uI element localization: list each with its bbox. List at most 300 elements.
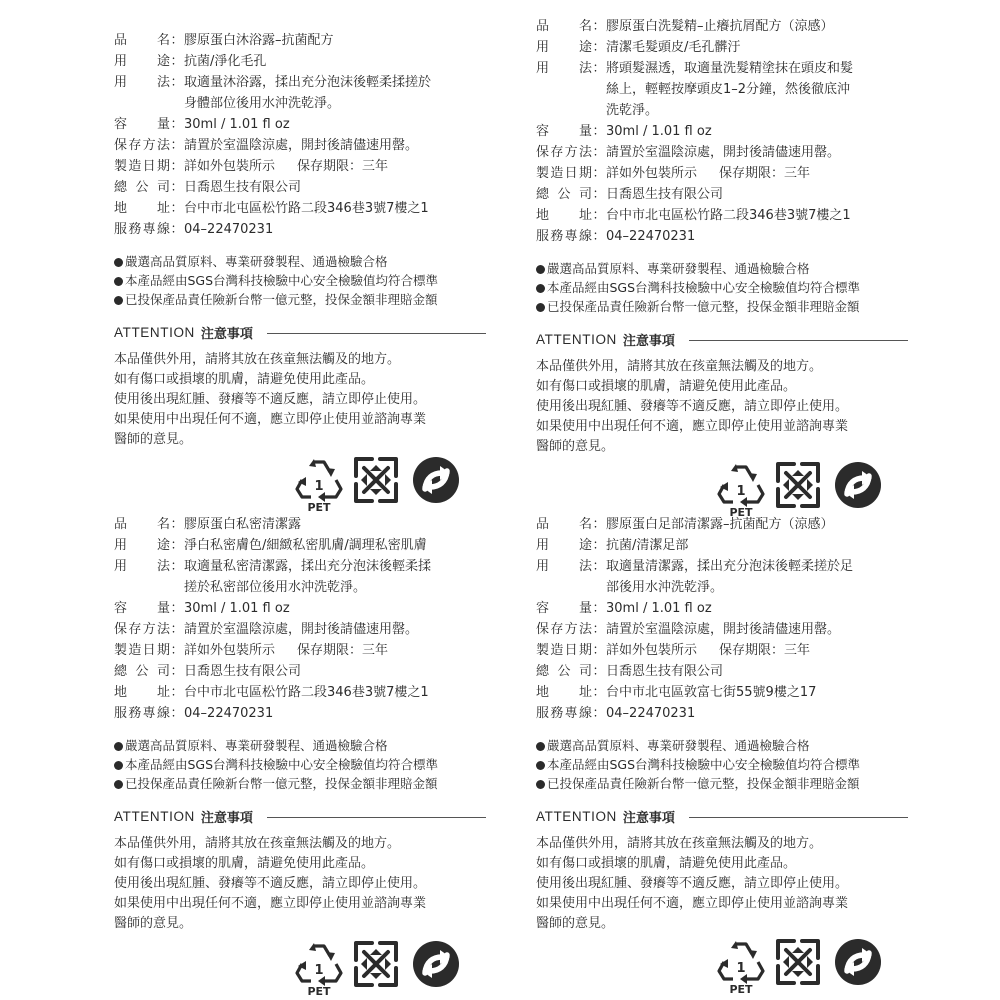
colon: ： <box>170 159 184 174</box>
label-char: 地 <box>114 201 128 216</box>
claim-item <box>536 278 908 297</box>
label-char: 法 <box>156 138 170 153</box>
hdpe-recycling-icon <box>352 456 400 504</box>
attention-header <box>536 330 908 349</box>
storage-row <box>536 142 908 163</box>
pet-number: 1 <box>736 961 746 976</box>
label-char: 製 <box>114 159 128 174</box>
product-name-row <box>536 514 908 535</box>
label-char: 名 <box>578 19 592 34</box>
bullet-icon <box>536 303 545 312</box>
field-value-use: 抗菌/清潔足部 <box>606 538 689 553</box>
label-char: 法 <box>156 559 170 574</box>
claim-text: 本產品經由SGS台灣科技檢驗中心安全檢驗值均符合標準 <box>125 757 439 772</box>
recycling-icons <box>536 461 908 519</box>
attention-line: 醫師的意見。 <box>114 916 193 931</box>
method-row <box>114 556 486 598</box>
address-row <box>114 198 486 219</box>
pet-label: PET <box>729 506 753 517</box>
attention-line: 醫師的意見。 <box>114 432 193 447</box>
label-char: 務 <box>550 229 564 244</box>
manufacture-date: 詳如外包裝所示 <box>606 166 698 181</box>
label-char: 服 <box>536 706 550 721</box>
address-row <box>114 682 486 703</box>
label-char: 用 <box>536 40 550 55</box>
colon: ： <box>592 19 606 34</box>
method-line: 搓於私密部位後用水沖洗乾淨。 <box>184 580 367 595</box>
shelf-life: 保存期限：三年 <box>297 643 389 658</box>
bullet-icon <box>536 265 545 274</box>
colon: ： <box>170 180 184 195</box>
recyclable-arrow-icon <box>412 940 460 988</box>
attention-title-zh: 注意事項 <box>200 327 253 342</box>
manufacture-row <box>114 156 486 177</box>
label-char: 方 <box>564 622 578 637</box>
manufacture-value <box>184 156 486 177</box>
capacity-row <box>536 598 908 619</box>
field-value-company: 日喬恩生技有限公司 <box>184 180 302 195</box>
claim-text: 本產品經由SGS台灣科技檢驗中心安全檢驗值均符合標準 <box>547 757 861 772</box>
colon: ： <box>170 664 184 679</box>
label-char: 專 <box>142 706 156 721</box>
colon: ： <box>170 138 184 153</box>
field-value-hotline: 04–22470231 <box>184 706 274 721</box>
colon: ： <box>170 622 184 637</box>
label-char: 保 <box>114 138 128 153</box>
attention-divider <box>267 333 486 334</box>
field-value-name: 膠原蛋白洗髮精–止癢抗屑配方（涼感） <box>606 19 834 34</box>
field-label-storage <box>536 619 592 640</box>
bullet-icon <box>536 284 545 293</box>
label-char: 司 <box>156 664 170 679</box>
label-char: 用 <box>114 54 128 69</box>
attention-divider <box>689 817 908 818</box>
attention-line: 如有傷口或損壞的肌膚，請避免使用此產品。 <box>536 379 797 394</box>
attention-line: 如有傷口或損壞的肌膚，請避免使用此產品。 <box>114 856 375 871</box>
colon: ： <box>170 201 184 216</box>
label-char: 日 <box>564 643 578 658</box>
label-char: 司 <box>156 180 170 195</box>
label-char: 用 <box>114 559 128 574</box>
field-label-name <box>114 514 170 535</box>
claim-item <box>114 252 486 271</box>
claim-text: 已投保產品責任險新台幣一億元整，投保金額非理賠金額 <box>547 299 860 314</box>
label-char: 存 <box>550 622 564 637</box>
claim-item <box>114 774 486 793</box>
bullet-icon <box>536 780 545 789</box>
pet-recycling-icon <box>294 456 344 512</box>
field-value-address: 台中市北屯區敦富七街55號9樓之17 <box>606 685 817 700</box>
colon: ： <box>170 559 184 574</box>
attention-line: 本品僅供外用，請將其放在孩童無法觸及的地方。 <box>536 359 823 374</box>
product-name-row <box>114 514 486 535</box>
label-char: 製 <box>536 643 550 658</box>
claim-item <box>536 259 908 278</box>
label-char: 公 <box>135 180 149 195</box>
field-label-address <box>536 205 592 226</box>
colon: ： <box>170 54 184 69</box>
colon: ： <box>592 664 606 679</box>
method-text <box>184 72 486 114</box>
attention-line: 使用後出現紅腫、發癢等不適反應，請立即停止使用。 <box>536 399 849 414</box>
company-row <box>114 661 486 682</box>
label-char: 法 <box>578 559 592 574</box>
attention-line: 如果使用中出現任何不適，應立即停止使用並諮詢專業 <box>536 896 849 911</box>
label-char: 總 <box>536 664 550 679</box>
colon: ： <box>170 222 184 237</box>
field-value-company: 日喬恩生技有限公司 <box>606 664 724 679</box>
pet-number: 1 <box>314 963 324 978</box>
field-label-use <box>114 535 170 556</box>
label-char: 途 <box>156 538 170 553</box>
hotline-row <box>536 703 908 724</box>
label-char: 日 <box>142 159 156 174</box>
pet-recycling-icon <box>716 938 766 994</box>
pet-label: PET <box>729 983 753 994</box>
label-char: 品 <box>536 19 550 34</box>
label-char: 址 <box>156 201 170 216</box>
label-char: 容 <box>114 601 128 616</box>
colon: ： <box>170 538 184 553</box>
field-label-address <box>114 198 170 219</box>
usage-row <box>114 535 486 556</box>
label-char: 地 <box>114 685 128 700</box>
method-line: 洗乾淨。 <box>606 103 659 118</box>
label-char: 址 <box>578 685 592 700</box>
label-char: 保 <box>536 145 550 160</box>
field-label-name <box>536 514 592 535</box>
method-line: 部後用水沖洗乾淨。 <box>606 580 724 595</box>
field-label-storage <box>114 135 170 156</box>
attention-line: 如有傷口或損壞的肌膚，請避免使用此產品。 <box>114 372 375 387</box>
label-char: 線 <box>578 229 592 244</box>
field-label-capacity <box>114 598 170 619</box>
label-char: 公 <box>557 187 571 202</box>
pet-label: PET <box>307 501 331 512</box>
colon: ： <box>592 208 606 223</box>
attention-title-zh: 注意事項 <box>200 811 253 826</box>
method-line: 將頭髮濕透，取適量洗髮精塗抹在頭皮和髮 <box>606 61 854 76</box>
bullet-icon <box>114 742 123 751</box>
label-char: 製 <box>114 643 128 658</box>
field-value-address: 台中市北屯區松竹路二段346巷3號7樓之1 <box>606 208 851 223</box>
field-label-capacity <box>536 598 592 619</box>
label-char: 地 <box>536 208 550 223</box>
colon: ： <box>592 124 606 139</box>
colon: ： <box>592 538 606 553</box>
colon: ： <box>170 643 184 658</box>
attention-title: ATTENTION <box>536 809 617 824</box>
field-value-use: 抗菌/淨化毛孔 <box>184 54 267 69</box>
field-label-storage <box>536 142 592 163</box>
method-row <box>536 58 908 121</box>
colon: ： <box>170 706 184 721</box>
label-char: 總 <box>114 664 128 679</box>
pet-label: PET <box>307 985 331 996</box>
method-text <box>184 556 486 598</box>
recycling-icons <box>114 940 486 998</box>
attention-title: ATTENTION <box>536 332 617 347</box>
capacity-row <box>536 121 908 142</box>
field-label-manufacture <box>114 156 170 177</box>
attention-line: 本品僅供外用，請將其放在孩童無法觸及的地方。 <box>536 836 823 851</box>
field-label-hotline <box>114 219 170 240</box>
field-value-company: 日喬恩生技有限公司 <box>606 187 724 202</box>
claim-text: 嚴選高品質原料、專業研發製程、通過檢驗合格 <box>125 738 388 753</box>
label-char: 方 <box>142 138 156 153</box>
label-char: 服 <box>536 229 550 244</box>
bullet-icon <box>114 258 123 267</box>
attention-divider <box>267 817 486 818</box>
field-label-use <box>536 535 592 556</box>
hotline-row <box>114 219 486 240</box>
label-char: 線 <box>578 706 592 721</box>
pet-recycling-icon <box>294 940 344 996</box>
claim-item <box>114 755 486 774</box>
label-char: 司 <box>578 187 592 202</box>
attention-line: 使用後出現紅腫、發癢等不適反應，請立即停止使用。 <box>114 876 427 891</box>
colon: ： <box>592 559 606 574</box>
hdpe-recycling-icon <box>352 940 400 988</box>
claim-text: 嚴選高品質原料、專業研發製程、通過檢驗合格 <box>547 738 810 753</box>
claim-text: 嚴選高品質原料、專業研發製程、通過檢驗合格 <box>547 261 810 276</box>
attention-line: 醫師的意見。 <box>536 439 615 454</box>
field-label-capacity <box>536 121 592 142</box>
label-char: 專 <box>142 222 156 237</box>
attention-header <box>114 807 486 826</box>
field-label-name <box>536 16 592 37</box>
field-value-capacity: 30ml / 1.01 fl oz <box>184 117 290 132</box>
spec-section <box>536 514 908 724</box>
field-label-method <box>114 72 170 93</box>
field-label-manufacture <box>536 163 592 184</box>
field-label-manufacture <box>536 640 592 661</box>
label-char: 務 <box>128 706 142 721</box>
colon: ： <box>170 517 184 532</box>
field-value-storage: 請置於室溫陰涼處，開封後請儘速用罄。 <box>184 138 419 153</box>
label-char: 法 <box>578 622 592 637</box>
label-char: 法 <box>156 622 170 637</box>
attention-title-zh: 注意事項 <box>622 334 675 349</box>
claim-item <box>536 774 908 793</box>
field-label-company <box>114 661 170 682</box>
claim-item <box>114 271 486 290</box>
label-char: 量 <box>156 117 170 132</box>
attention-title: ATTENTION <box>114 325 195 340</box>
field-value-address: 台中市北屯區松竹路二段346巷3號7樓之1 <box>184 685 429 700</box>
colon: ： <box>170 601 184 616</box>
label-char: 法 <box>156 75 170 90</box>
colon: ： <box>592 685 606 700</box>
claim-text: 本產品經由SGS台灣科技檢驗中心安全檢驗值均符合標準 <box>547 280 861 295</box>
manufacture-date: 詳如外包裝所示 <box>184 159 276 174</box>
label-char: 保 <box>114 622 128 637</box>
label-char: 途 <box>578 538 592 553</box>
field-value-capacity: 30ml / 1.01 fl oz <box>606 124 712 139</box>
recyclable-arrow-icon <box>834 461 882 509</box>
manufacture-value <box>184 640 486 661</box>
attention-line: 使用後出現紅腫、發癢等不適反應，請立即停止使用。 <box>114 392 427 407</box>
field-label-name <box>114 30 170 51</box>
label-char: 址 <box>156 685 170 700</box>
attention-body <box>114 834 486 934</box>
product-name-row <box>114 30 486 51</box>
field-label-method <box>114 556 170 577</box>
storage-row <box>536 619 908 640</box>
colon: ： <box>592 145 606 160</box>
field-value-name: 膠原蛋白沐浴露–抗菌配方 <box>184 33 334 48</box>
colon: ： <box>170 117 184 132</box>
field-label-method <box>536 58 592 79</box>
field-label-hotline <box>536 703 592 724</box>
storage-row <box>114 135 486 156</box>
method-line: 絲上，輕輕按摩頭皮1–2分鐘，然後徹底沖 <box>606 82 851 97</box>
product-label-panel <box>114 30 486 514</box>
field-value-hotline: 04–22470231 <box>184 222 274 237</box>
attention-line: 本品僅供外用，請將其放在孩童無法觸及的地方。 <box>114 352 401 367</box>
label-char: 址 <box>578 208 592 223</box>
field-value-use: 清潔毛髮頭皮/毛孔髒汙 <box>606 40 741 55</box>
method-line: 取適量清潔露，揉出充分泡沫後輕柔搓於足 <box>606 559 854 574</box>
label-char: 總 <box>114 180 128 195</box>
method-row <box>536 556 908 598</box>
label-char: 線 <box>156 222 170 237</box>
capacity-row <box>114 598 486 619</box>
field-label-storage <box>114 619 170 640</box>
colon: ： <box>592 622 606 637</box>
field-label-address <box>114 682 170 703</box>
colon: ： <box>592 706 606 721</box>
label-char: 品 <box>114 517 128 532</box>
label-char: 名 <box>156 33 170 48</box>
address-row <box>536 205 908 226</box>
attention-header <box>114 323 486 342</box>
field-value-capacity: 30ml / 1.01 fl oz <box>184 601 290 616</box>
attention-title: ATTENTION <box>114 809 195 824</box>
quality-claims <box>536 259 908 316</box>
label-char: 途 <box>578 40 592 55</box>
label-char: 造 <box>128 159 142 174</box>
claim-item <box>536 736 908 755</box>
label-char: 名 <box>578 517 592 532</box>
field-label-company <box>114 177 170 198</box>
label-char: 公 <box>557 664 571 679</box>
manufacture-date: 詳如外包裝所示 <box>184 643 276 658</box>
recyclable-arrow-icon <box>412 456 460 504</box>
attention-line: 醫師的意見。 <box>536 916 615 931</box>
label-char: 期 <box>156 643 170 658</box>
pet-recycling-icon <box>716 461 766 517</box>
field-label-method <box>536 556 592 577</box>
bullet-icon <box>536 742 545 751</box>
colon: ： <box>170 33 184 48</box>
attention-line: 如有傷口或損壞的肌膚，請避免使用此產品。 <box>536 856 797 871</box>
field-value-storage: 請置於室溫陰涼處，開封後請儘速用罄。 <box>606 622 841 637</box>
label-char: 用 <box>114 538 128 553</box>
field-value-use: 淨白私密膚色/細緻私密肌膚/調理私密肌膚 <box>184 538 427 553</box>
label-char: 途 <box>156 54 170 69</box>
product-name-row <box>536 16 908 37</box>
product-label-panel <box>536 514 908 996</box>
field-value-name: 膠原蛋白足部清潔露–抗菌配方（涼感） <box>606 517 834 532</box>
bullet-icon <box>114 277 123 286</box>
field-value-address: 台中市北屯區松竹路二段346巷3號7樓之1 <box>184 201 429 216</box>
label-char: 容 <box>114 117 128 132</box>
spec-section <box>114 514 486 724</box>
capacity-row <box>114 114 486 135</box>
method-text <box>606 58 908 121</box>
bullet-icon <box>536 761 545 770</box>
label-char: 服 <box>114 706 128 721</box>
colon: ： <box>592 601 606 616</box>
attention-body <box>114 350 486 450</box>
label-char: 方 <box>564 145 578 160</box>
attention-title-zh: 注意事項 <box>622 811 675 826</box>
attention-line: 如果使用中出現任何不適，應立即停止使用並諮詢專業 <box>114 896 427 911</box>
field-label-use <box>114 51 170 72</box>
field-value-capacity: 30ml / 1.01 fl oz <box>606 601 712 616</box>
label-char: 公 <box>135 664 149 679</box>
method-line: 身體部位後用水沖洗乾淨。 <box>184 96 341 111</box>
colon: ： <box>592 229 606 244</box>
shelf-life: 保存期限：三年 <box>719 166 811 181</box>
hotline-row <box>536 226 908 247</box>
manufacture-row <box>114 640 486 661</box>
field-value-hotline: 04–22470231 <box>606 706 696 721</box>
label-char: 期 <box>156 159 170 174</box>
attention-line: 如果使用中出現任何不適，應立即停止使用並諮詢專業 <box>114 412 427 427</box>
attention-line: 使用後出現紅腫、發癢等不適反應，請立即停止使用。 <box>536 876 849 891</box>
label-char: 總 <box>536 187 550 202</box>
label-char: 存 <box>550 145 564 160</box>
attention-divider <box>689 340 908 341</box>
label-char: 造 <box>550 643 564 658</box>
label-char: 用 <box>536 559 550 574</box>
quality-claims <box>114 736 486 793</box>
hdpe-recycling-icon <box>774 938 822 986</box>
label-char: 保 <box>536 622 550 637</box>
label-char: 造 <box>128 643 142 658</box>
manufacture-row <box>536 640 908 661</box>
label-char: 存 <box>128 622 142 637</box>
attention-header <box>536 807 908 826</box>
colon: ： <box>592 40 606 55</box>
label-char: 線 <box>156 706 170 721</box>
label-char: 法 <box>578 145 592 160</box>
field-label-company <box>536 184 592 205</box>
label-char: 製 <box>536 166 550 181</box>
manufacture-value <box>606 640 908 661</box>
label-char: 務 <box>550 706 564 721</box>
label-char: 期 <box>578 166 592 181</box>
label-char: 專 <box>564 229 578 244</box>
claim-text: 本產品經由SGS台灣科技檢驗中心安全檢驗值均符合標準 <box>125 273 439 288</box>
pet-number: 1 <box>314 479 324 494</box>
company-row <box>536 661 908 682</box>
claim-text: 已投保產品責任險新台幣一億元整，投保金額非理賠金額 <box>547 776 860 791</box>
label-char: 容 <box>536 601 550 616</box>
manufacture-row <box>536 163 908 184</box>
label-char: 容 <box>536 124 550 139</box>
claim-item <box>536 297 908 316</box>
method-row <box>114 72 486 114</box>
label-char: 日 <box>142 643 156 658</box>
manufacture-date: 詳如外包裝所示 <box>606 643 698 658</box>
method-line: 取適量沐浴露，揉出充分泡沫後輕柔揉搓於 <box>184 75 432 90</box>
usage-row <box>536 535 908 556</box>
recycling-icons <box>536 938 908 996</box>
attention-line: 本品僅供外用，請將其放在孩童無法觸及的地方。 <box>114 836 401 851</box>
